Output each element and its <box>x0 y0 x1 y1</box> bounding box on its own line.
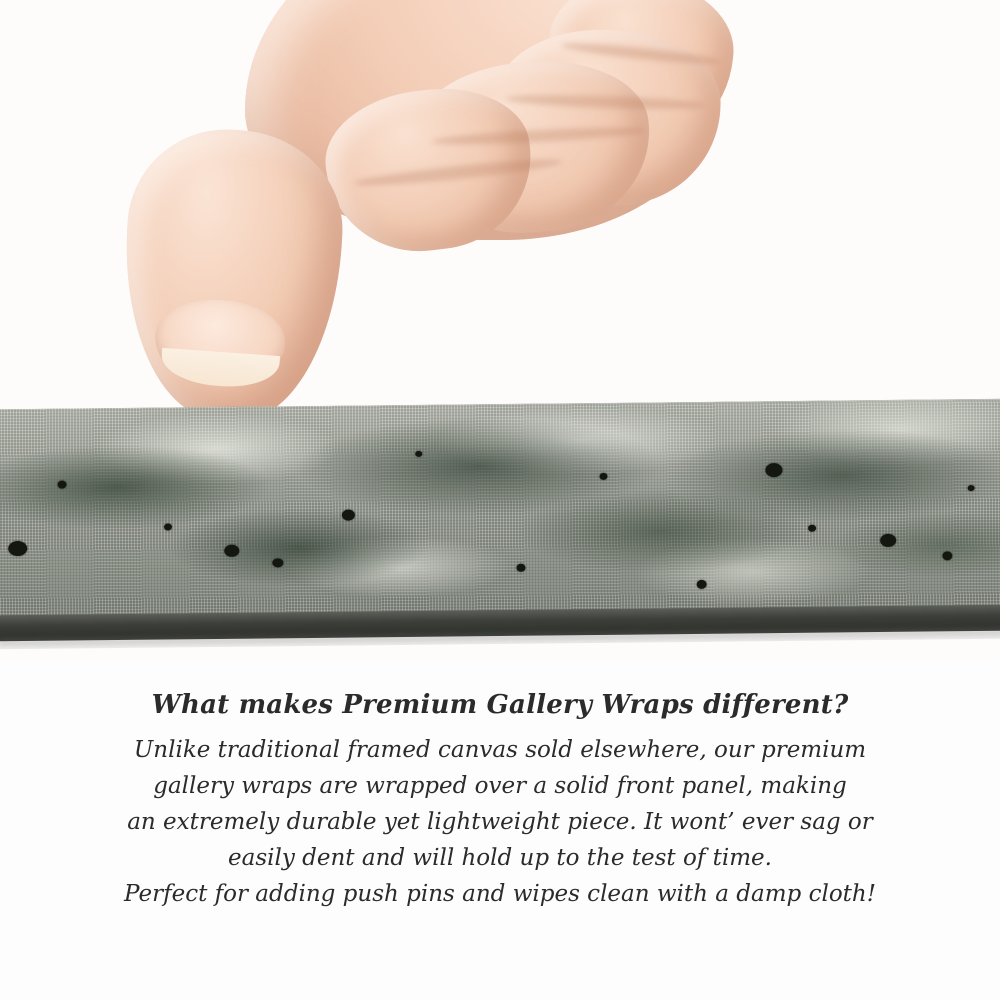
caption-line-2: gallery wraps are wrapped over a solid front panel, making <box>153 773 847 799</box>
canvas-speck <box>8 541 27 556</box>
canvas-speck <box>599 473 607 480</box>
gallery-wrap-slab <box>0 399 1000 650</box>
caption-line-4: easily dent and will hold up to the test of time. <box>228 845 772 871</box>
canvas-speck <box>516 564 525 572</box>
canvas-speck <box>942 551 952 560</box>
canvas-speck <box>880 534 896 547</box>
canvas-speck <box>272 558 283 567</box>
caption-heading: What makes Premium Gallery Wraps different? <box>151 690 849 720</box>
canvas-speck <box>224 545 239 557</box>
canvas-speck <box>968 485 975 491</box>
canvas-speck <box>342 510 355 521</box>
canvas-face <box>0 399 1000 618</box>
canvas-speck <box>58 481 67 489</box>
caption-block <box>0 690 1000 912</box>
canvas-speck <box>164 523 172 530</box>
caption-line-5: Perfect for adding push pins and wipes clean with a damp cloth! <box>124 881 876 907</box>
canvas-speck <box>808 525 816 532</box>
canvas-speck <box>765 463 782 477</box>
canvas-speck <box>415 451 422 457</box>
caption-line-1: Unlike traditional framed canvas sold elsewhere, our premium <box>133 737 867 763</box>
canvas-speck <box>697 580 707 589</box>
hand-illustration <box>95 0 715 440</box>
caption-line-3: an extremely durable yet lightweight piece. It wont’ ever sag or <box>127 809 873 835</box>
